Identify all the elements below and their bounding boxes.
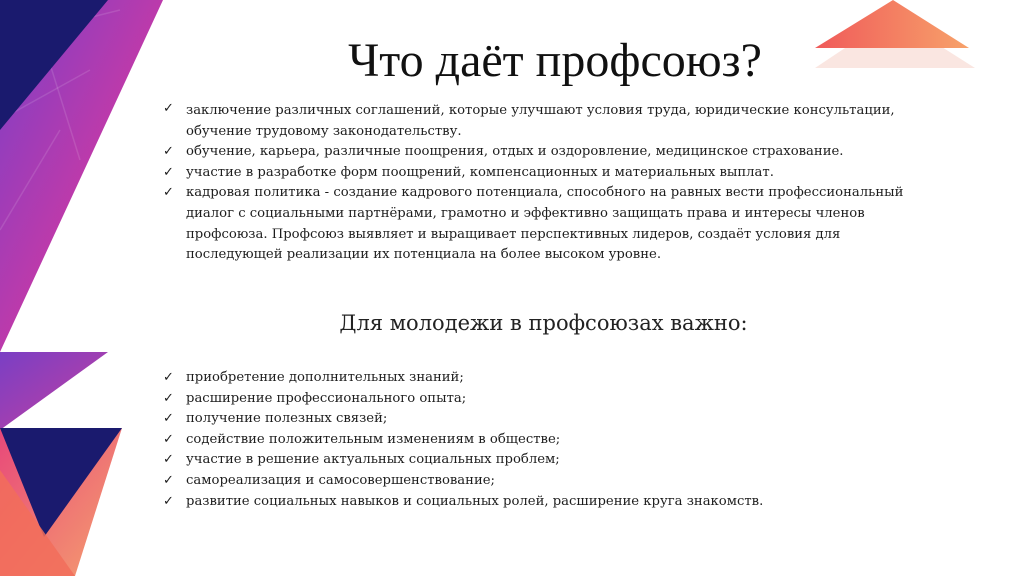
list-item — [163, 471, 863, 492]
check-icon: ✓ — [163, 164, 174, 180]
list-item-text: участие в разработке форм поощрений, компенсационных и материальных выплат. — [186, 164, 774, 180]
check-icon: ✓ — [163, 411, 174, 427]
list-item-text: заключение различных соглашений, которые улучшают условия труда, юридические консультации, обучение трудовому законодательству. — [186, 103, 895, 139]
list-item-text: участие в решение актуальных социальных проблем; — [186, 452, 560, 468]
list-item — [163, 389, 863, 410]
youth-points-list — [163, 368, 863, 512]
list-item-text: самореализация и самосовершенствование; — [186, 472, 495, 488]
list-item — [163, 368, 863, 389]
check-icon: ✓ — [163, 493, 174, 509]
check-icon: ✓ — [163, 101, 174, 116]
list-item — [163, 430, 863, 451]
check-icon: ✓ — [163, 390, 174, 406]
purple-wedge-mid-left — [0, 352, 108, 430]
check-icon: ✓ — [163, 431, 174, 447]
list-item-text: получение полезных связей; — [186, 411, 388, 427]
list-item — [163, 101, 923, 142]
section-subtitle: Для молодежи в профсоюзах важно: — [339, 311, 748, 335]
list-item-text: обучение, карьера, различные поощрения, отдых и оздоровление, медицинское страхование. — [186, 144, 844, 160]
check-icon: ✓ — [163, 452, 174, 468]
list-item — [163, 142, 923, 163]
list-item-text: кадровая политика - создание кадрового потенциала, способного на равных вести профессиональный диалог с социальными партнёрами, грамотно и эффективно защищать права и интересы членов профсоюза. Профсоюз выявляет и выращивает перспективных лидеров, создаёт условия для последующей реализации их потенциала на более высоком уровне. — [186, 185, 904, 263]
list-item — [163, 409, 863, 430]
list-item — [163, 183, 923, 265]
list-item-text: приобретение дополнительных знаний; — [186, 370, 464, 385]
check-icon: ✓ — [163, 472, 174, 488]
list-item-text: развитие социальных навыков и социальных ролей, расширение круга знакомств. — [186, 493, 764, 509]
list-item — [163, 492, 863, 513]
check-icon: ✓ — [163, 144, 174, 160]
list-item-text: расширение профессионального опыта; — [186, 390, 467, 406]
list-item-text: содействие положительным изменениям в обществе; — [186, 431, 561, 447]
benefits-list — [163, 101, 923, 266]
slide-title: Что даёт профсоюз? — [348, 34, 762, 87]
check-icon: ✓ — [163, 370, 174, 385]
check-icon: ✓ — [163, 185, 174, 201]
list-item — [163, 163, 923, 184]
list-item — [163, 450, 863, 471]
